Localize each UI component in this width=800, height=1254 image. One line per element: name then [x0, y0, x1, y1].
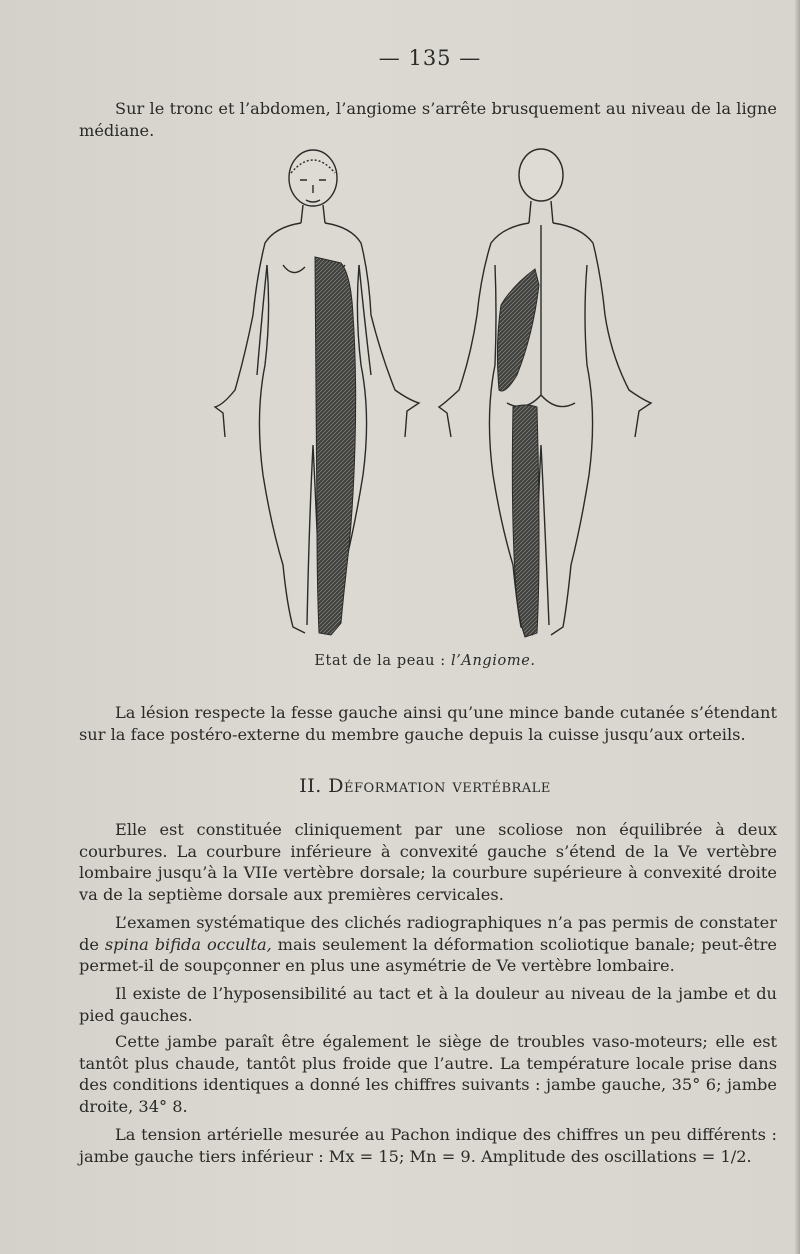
section-numeral: II.: [299, 775, 322, 797]
paragraph-text: Cette jambe paraît être également le siège de troubles vaso-moteurs; elle est tantôt plus chaude, tantôt plus froide que l’autre. La température locale prise dans des conditions identiques a donné les chiffres suivants : jambe gauche, 35° 6; jambe droite, 34° 8.: [79, 1032, 777, 1116]
back-angioma-leg-region: [512, 405, 539, 637]
angioma-body-figure: [195, 145, 665, 645]
front-angioma-region: [315, 257, 356, 635]
section-heading: [0, 775, 800, 797]
paragraph-scoliosis: [79, 819, 777, 905]
lesion-paragraph: [79, 702, 777, 745]
intro-text: Sur le tronc et l’abdomen, l’angiome s’arrête brusquement au niveau de la ligne médiane.: [79, 99, 777, 140]
paragraph-vasomotor: [79, 1031, 777, 1117]
figure-caption: [0, 653, 800, 669]
paragraph-text-after: mais seulement la déformation scoliotique banale; peut-être permet-il de soupçonner en plus une asymétrie de Ve vertèbre lombaire.: [79, 934, 777, 975]
paragraph-text: La tension artérielle mesurée au Pachon indique des chiffres un peu différents : jambe gauche tiers inférieur : Mx = 15; Mn = 9. Amplitude des oscillations = 1/2.: [79, 1125, 777, 1166]
back-angioma-upper-region: [497, 269, 539, 391]
caption-italic: l’Angiome.: [450, 653, 536, 669]
paragraph-hyposensibility: [79, 983, 777, 1026]
paragraph-tension: [79, 1124, 777, 1167]
paragraph-text-before: L’examen systématique des clichés radiographiques n’a pas permis de constater de: [79, 913, 777, 954]
paragraph-text: Il existe de l’hyposensibilité au tact et à la douleur au niveau de la jambe et du pied gauches.: [79, 984, 777, 1025]
caption-prefix: Etat de la peau :: [314, 653, 451, 669]
back-view-body: [439, 149, 651, 635]
intro-paragraph: [79, 98, 777, 141]
paragraph-text: Elle est constituée cliniquement par une scoliose non équilibrée à deux courbures. La courbure inférieure à convexité gauche s’étend de la Ve vertèbre lombaire jusqu’à la VIIe vertèbre dorsale; la courbure supérieure à convexité droite va de la septième dorsale aux premières cervicales.: [79, 820, 777, 904]
paragraph-radiographs: [79, 912, 777, 977]
lesion-text: La lésion respecte la fesse gauche ainsi qu’une mince bande cutanée s’étendant sur la face postéro-externe du membre gauche depuis la cuisse jusqu’aux orteils.: [79, 703, 777, 744]
paragraph-text-italic: spina bifida occulta,: [104, 934, 272, 954]
page-number: — 135 —: [378, 46, 482, 70]
section-title: Déformation vertébrale: [328, 775, 551, 797]
page-edge-shadow: [794, 0, 800, 1254]
